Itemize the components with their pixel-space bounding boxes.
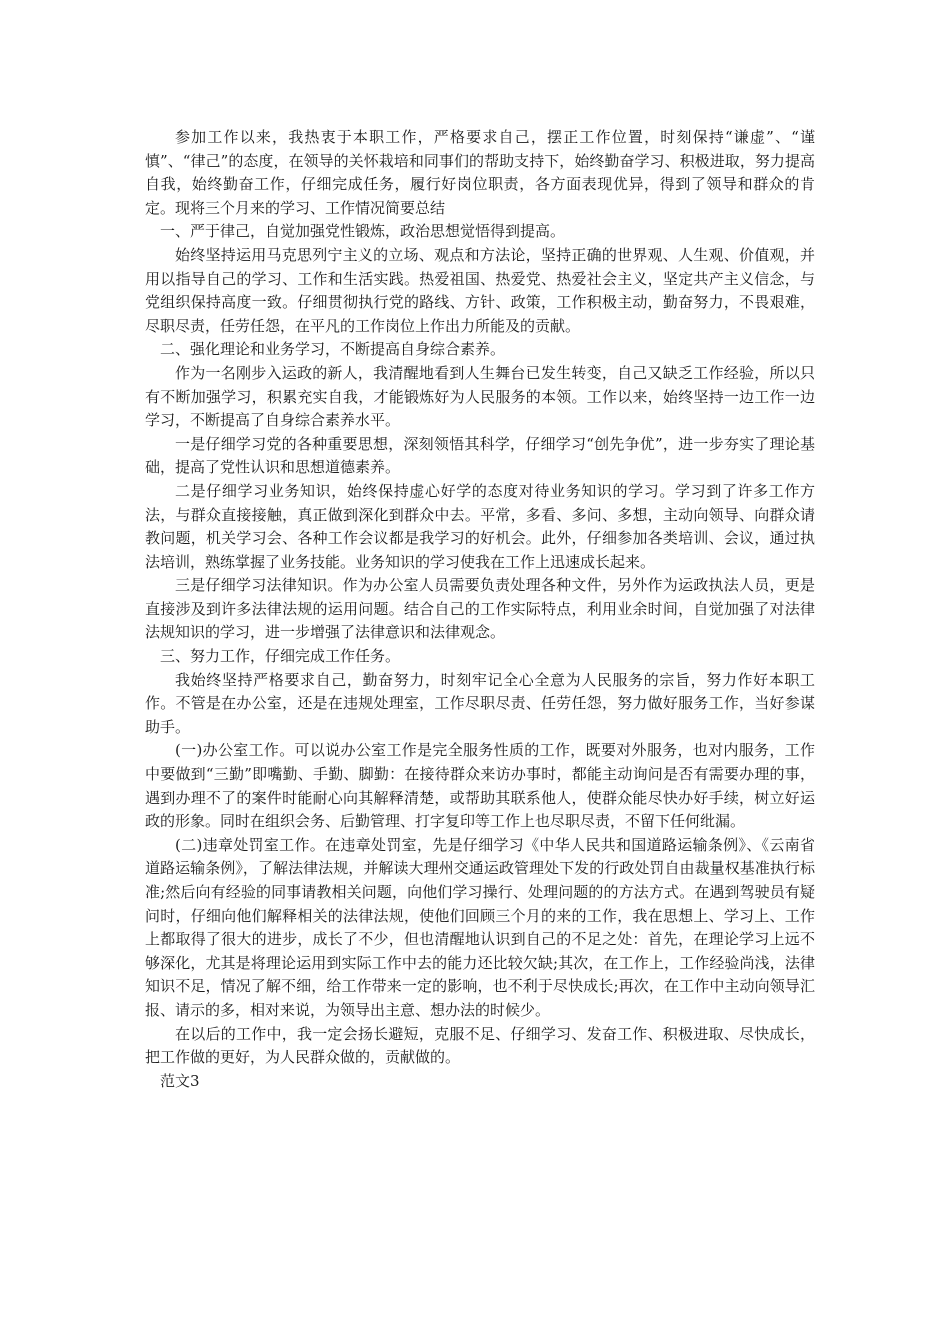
document-page: [145, 126, 815, 1093]
paragraph-office-work: (一)办公室工作。可以说办公室工作是完全服务性质的工作，既要对外服务，也对内服务，工作中要做到“三勤”即嘴勤、手勤、脚勤：在接待群众来访办事时，都能主动询问是否有需要办理的事，遇到办理不了的案件时能耐心向其解释清楚，或帮助其联系他人，使群众能尽快办好手续，树立好运政的形象。同时在组织会务、后勤管理、打字复印等工作上也尽职尽责，不留下任何纰漏。: [145, 741, 815, 831]
paragraph-duty: 我始终坚持严格要求自己，勤奋努力，时刻牢记全心全意为人民服务的宗旨，努力作好本职工作。不管是在办公室，还是在违规处理室，工作尽职尽责、任劳任怨，努力做好服务工作，当好参谋助手。: [145, 670, 815, 736]
paragraph-newcomer: 作为一名刚步入运政的新人，我清醒地看到人生舞台已发生转变，自己又缺乏工作经验，所以只有不断加强学习，积累充实自我，才能锻炼好为人民服务的本领。工作以来，始终坚持一边工作一边学习，不断提高了自身综合素养水平。: [145, 363, 815, 430]
sample-label: 范文3: [160, 1071, 200, 1090]
paragraph-study-business: 二是仔细学习业务知识，始终保持虚心好学的态度对待业务知识的学习。学习到了许多工作方法，与群众直接接触，真正做到深化到群众中去。平常，多看、多问、多想，主动向领导、向群众请教问题，机关学习会、各种工作会议都是我学习的好机会。此外，仔细参加各类培训、会议，通过执法培训，熟练掌握了业务技能。业务知识的学习使我在工作上迅速成长起来。: [145, 481, 815, 571]
paragraph-future: 在以后的工作中，我一定会扬长避短，克服不足、仔细学习、发奋工作、积极进取、尽快成长，把工作做的更好，为人民群众做的，贡献做的。: [145, 1024, 815, 1067]
paragraph-penalty-room: (二)违章处罚室工作。在违章处罚室，先是仔细学习《中华人民共和国道路运输条例》、《云南省道路运输条例》，了解法律法规，并解读大理州交通运政管理处下发的行政处罚自由裁量权基准执行标准;然后向有经验的同事请教相关问题，向他们学习操行、处理问题的的方法方式。在遇到驾驶员有疑问时，仔细向他们解释相关的法律法规，使他们回顾三个月的来的工作，我在思想上、学习上、工作上都取得了很大的进步，成长了不少，但也清醒地认识到自己的不足之处：首先，在理论学习上远不够深化，尤其是将理论运用到实际工作中去的能力还比较欠缺;其次，在工作上，工作经验尚浅，法律知识不足，情况了解不细，给工作带来一定的影响，也不利于尽快成长;再次，在工作中主动向领导汇报、请示的多，相对来说，为领导出主意、想办法的时候少。: [145, 835, 815, 1019]
section-heading-2: 二、强化理论和业务学习，不断提高自身综合素养。: [160, 340, 506, 359]
section-heading-3: 三、努力工作，仔细完成工作任务。: [160, 647, 401, 666]
paragraph-political: 始终坚持运用马克思列宁主义的立场、观点和方法论，坚持正确的世界观、人生观、价值观，并用以指导自己的学习、工作和生活实践。热爱祖国、热爱党、热爱社会主义，坚定共产主义信念，与党组织保持高度一致。仔细贯彻执行党的路线、方针、政策，工作积极主动，勤奋努力，不畏艰难，尽职尽责，任劳任怨，在平凡的工作岗位上作出力所能及的贡献。: [145, 245, 815, 335]
paragraph-study-law: 三是仔细学习法律知识。作为办公室人员需要负责处理各种文件，另外作为运政执法人员，更是直接涉及到许多法律法规的运用问题。结合自己的工作实际特点，利用业余时间，自觉加强了对法律法规知识的学习，进一步增强了法律意识和法律观念。: [145, 576, 815, 642]
section-heading-1: 一、严于律己，自觉加强党性锻炼，政治思想觉悟得到提高。: [160, 222, 566, 241]
paragraph-intro: 参加工作以来，我热衷于本职工作，严格要求自己，摆正工作位置，时刻保持“谦虚”、“谨慎”、“律己”的态度，在领导的关怀栽培和同事们的帮助支持下，始终勤奋学习、积极进取，努力提高自我，始终勤奋工作，仔细完成任务，履行好岗位职责，各方面表现优异，得到了领导和群众的肯定。现将三个月来的学习、工作情况简要总结: [145, 128, 815, 217]
paragraph-study-party: 一是仔细学习党的各种重要思想，深刻领悟其科学，仔细学习“创先争优”，进一步夯实了理论基础，提高了党性认识和思想道德素养。: [145, 434, 815, 477]
